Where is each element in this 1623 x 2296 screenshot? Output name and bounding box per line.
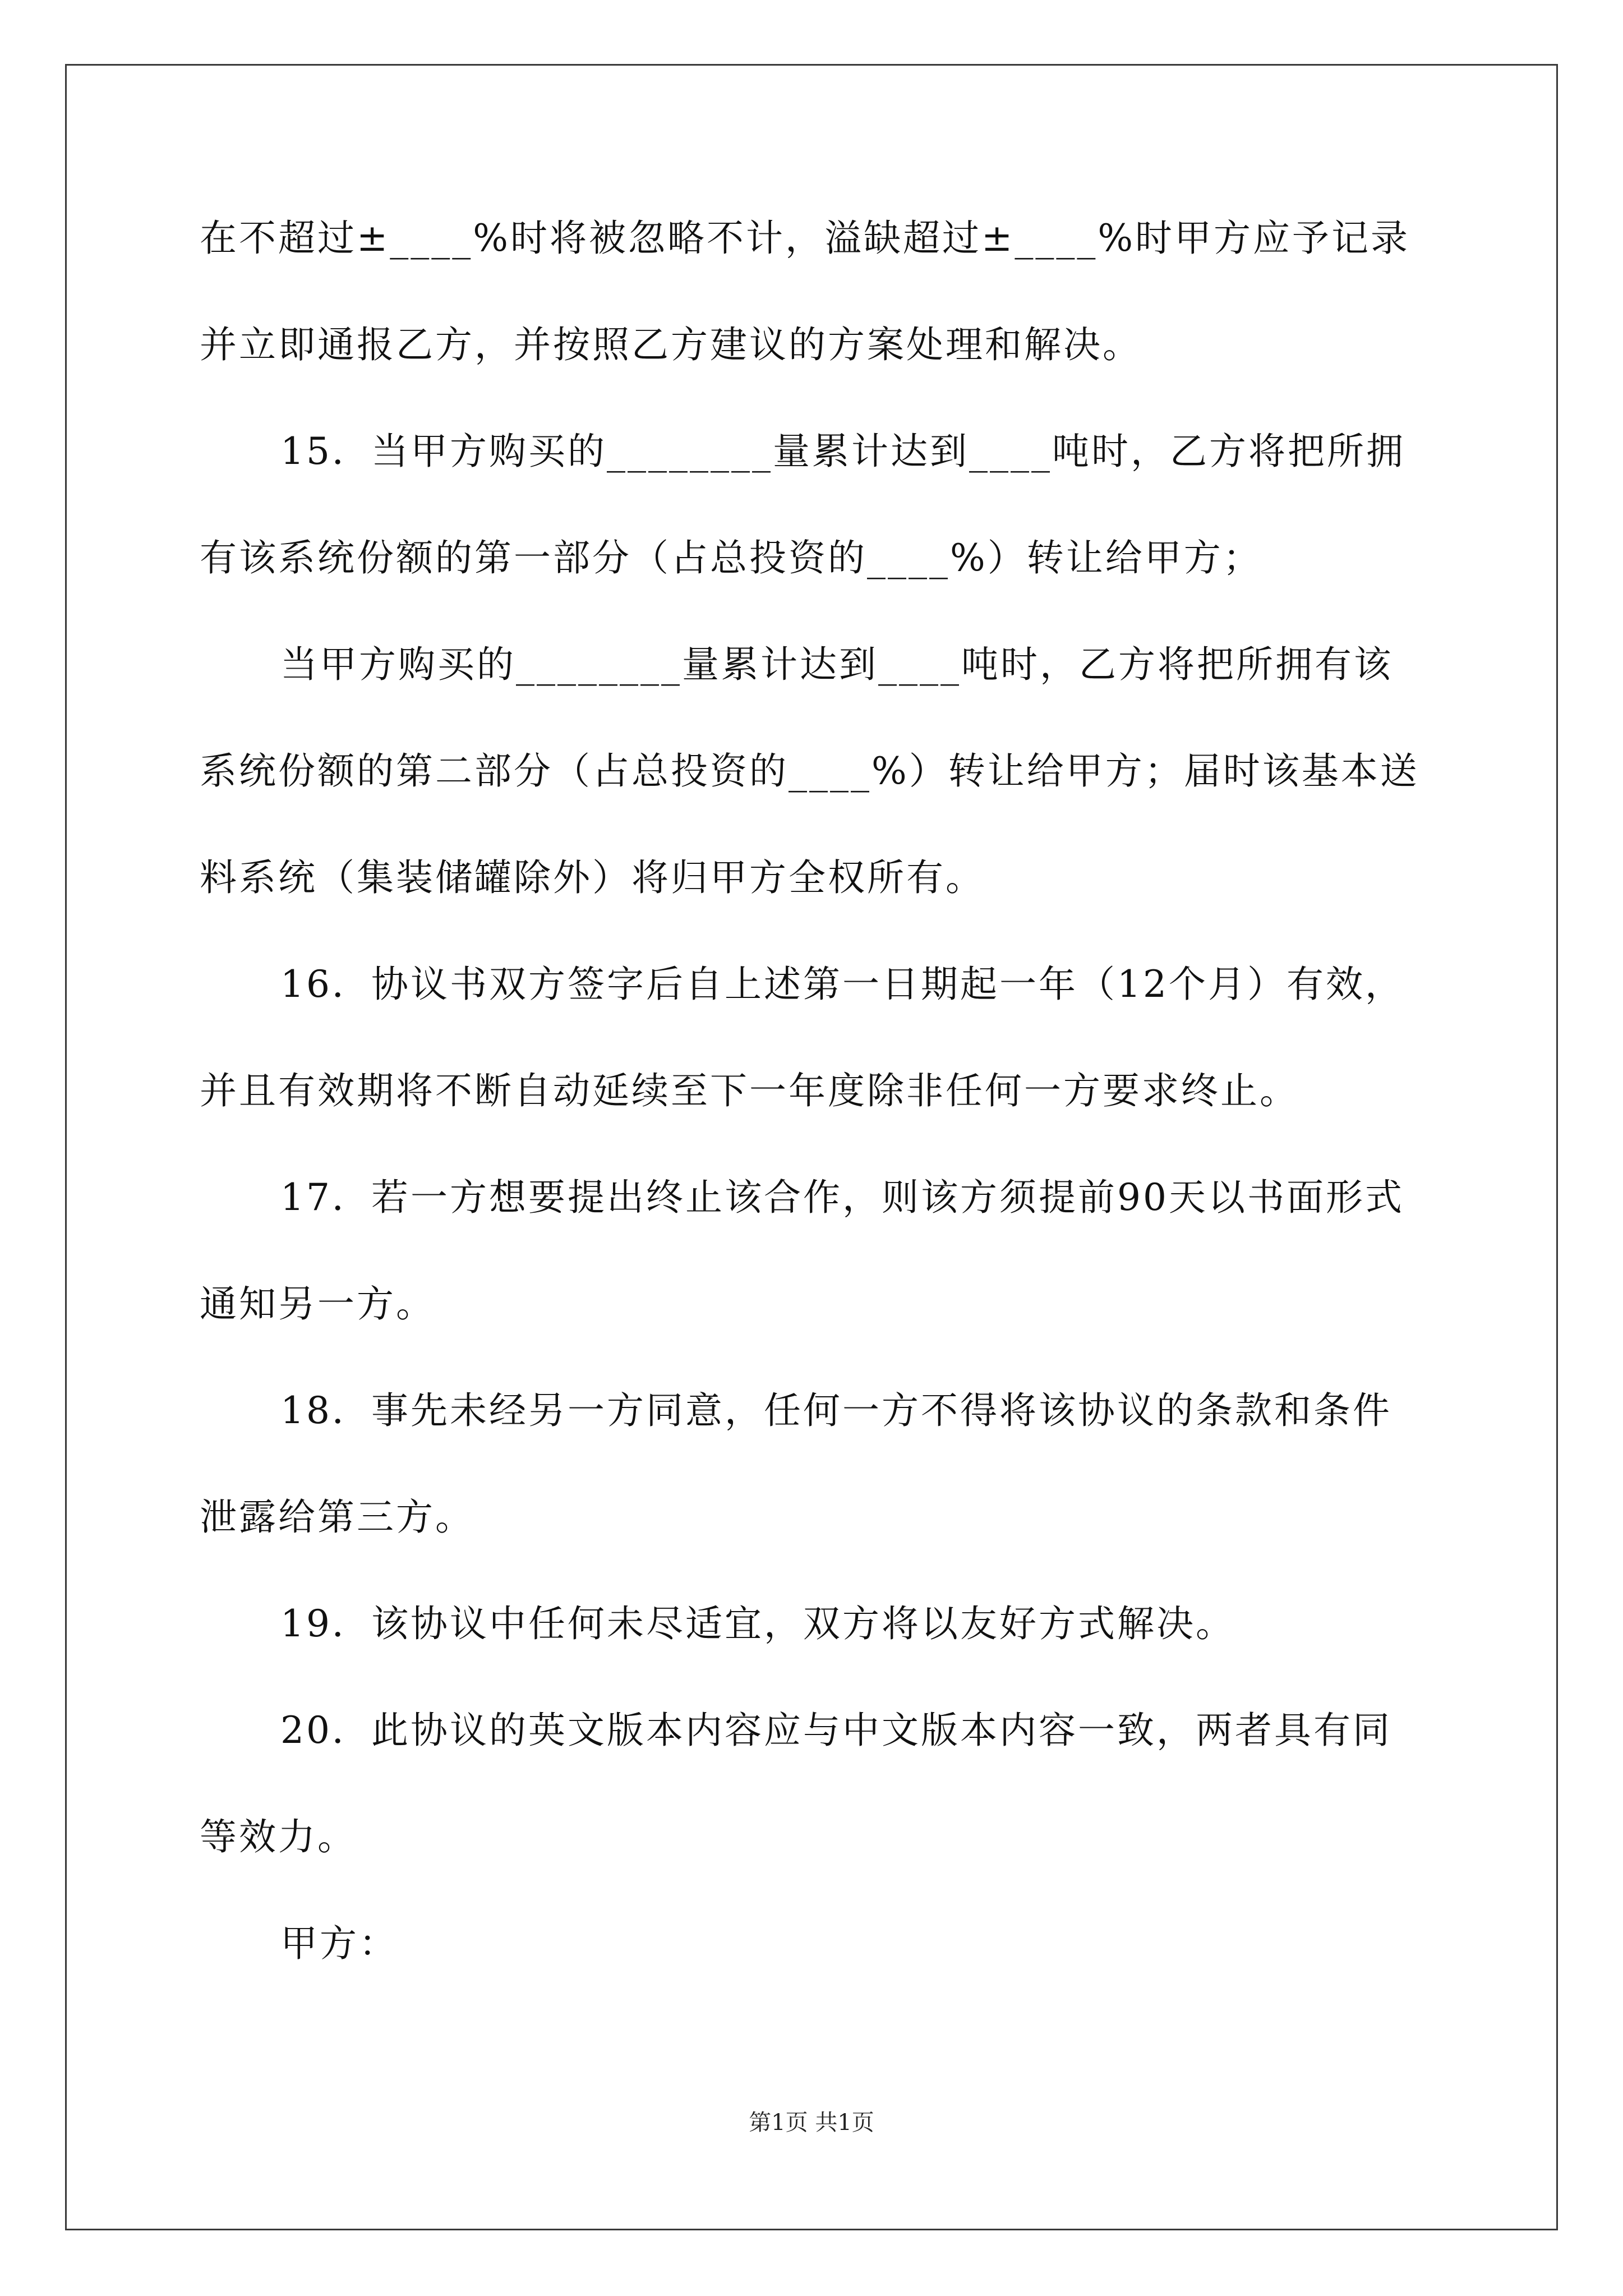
page-border [65,64,1558,2230]
text-line: 并且有效期将不断自动延续至下一年度除非任何一方要求终止。 [200,1069,1299,1112]
clause-15: 15．当甲方购买的________量累计达到____吨时，乙方将把所拥 [280,430,1405,473]
text-line: 当甲方购买的________量累计达到____吨时，乙方将把所拥有该 [280,643,1393,686]
clause-19: 19．该协议中任何未尽适宜，双方将以友好方式解决。 [280,1602,1235,1645]
clause-17: 17．若一方想要提出终止该合作，则该方须提前90天以书面形式 [280,1176,1404,1219]
text-line: 料系统（集装储罐除外）将归甲方全权所有。 [200,856,985,899]
text-line: 并立即通报乙方，并按照乙方建议的方案处理和解决。 [200,323,1142,366]
clause-20: 20．此协议的英文版本内容应与中文版本内容一致，两者具有同 [280,1709,1392,1752]
clause-16: 16．协议书双方签字后自上述第一日期起一年（12个月）有效， [280,963,1404,1006]
text-line: 泄露给第三方。 [200,1496,474,1539]
clause-18: 18．事先未经另一方同意，任何一方不得将该协议的条款和条件 [280,1389,1392,1432]
text-line: 在不超过±____%时将被忽略不计，溢缺超过±____%时甲方应予记录 [200,217,1410,260]
text-line: 系统份额的第二部分（占总投资的____%）转让给甲方；届时该基本送 [200,749,1419,793]
text-line: 通知另一方。 [200,1282,435,1326]
party-a-label: 甲方： [280,1922,398,1965]
text-line: 等效力。 [200,1815,357,1858]
text-line: 有该系统份额的第一部分（占总投资的____%）转让给甲方； [200,536,1262,579]
page-number-footer: 第1页 共1页 [749,2110,874,2136]
